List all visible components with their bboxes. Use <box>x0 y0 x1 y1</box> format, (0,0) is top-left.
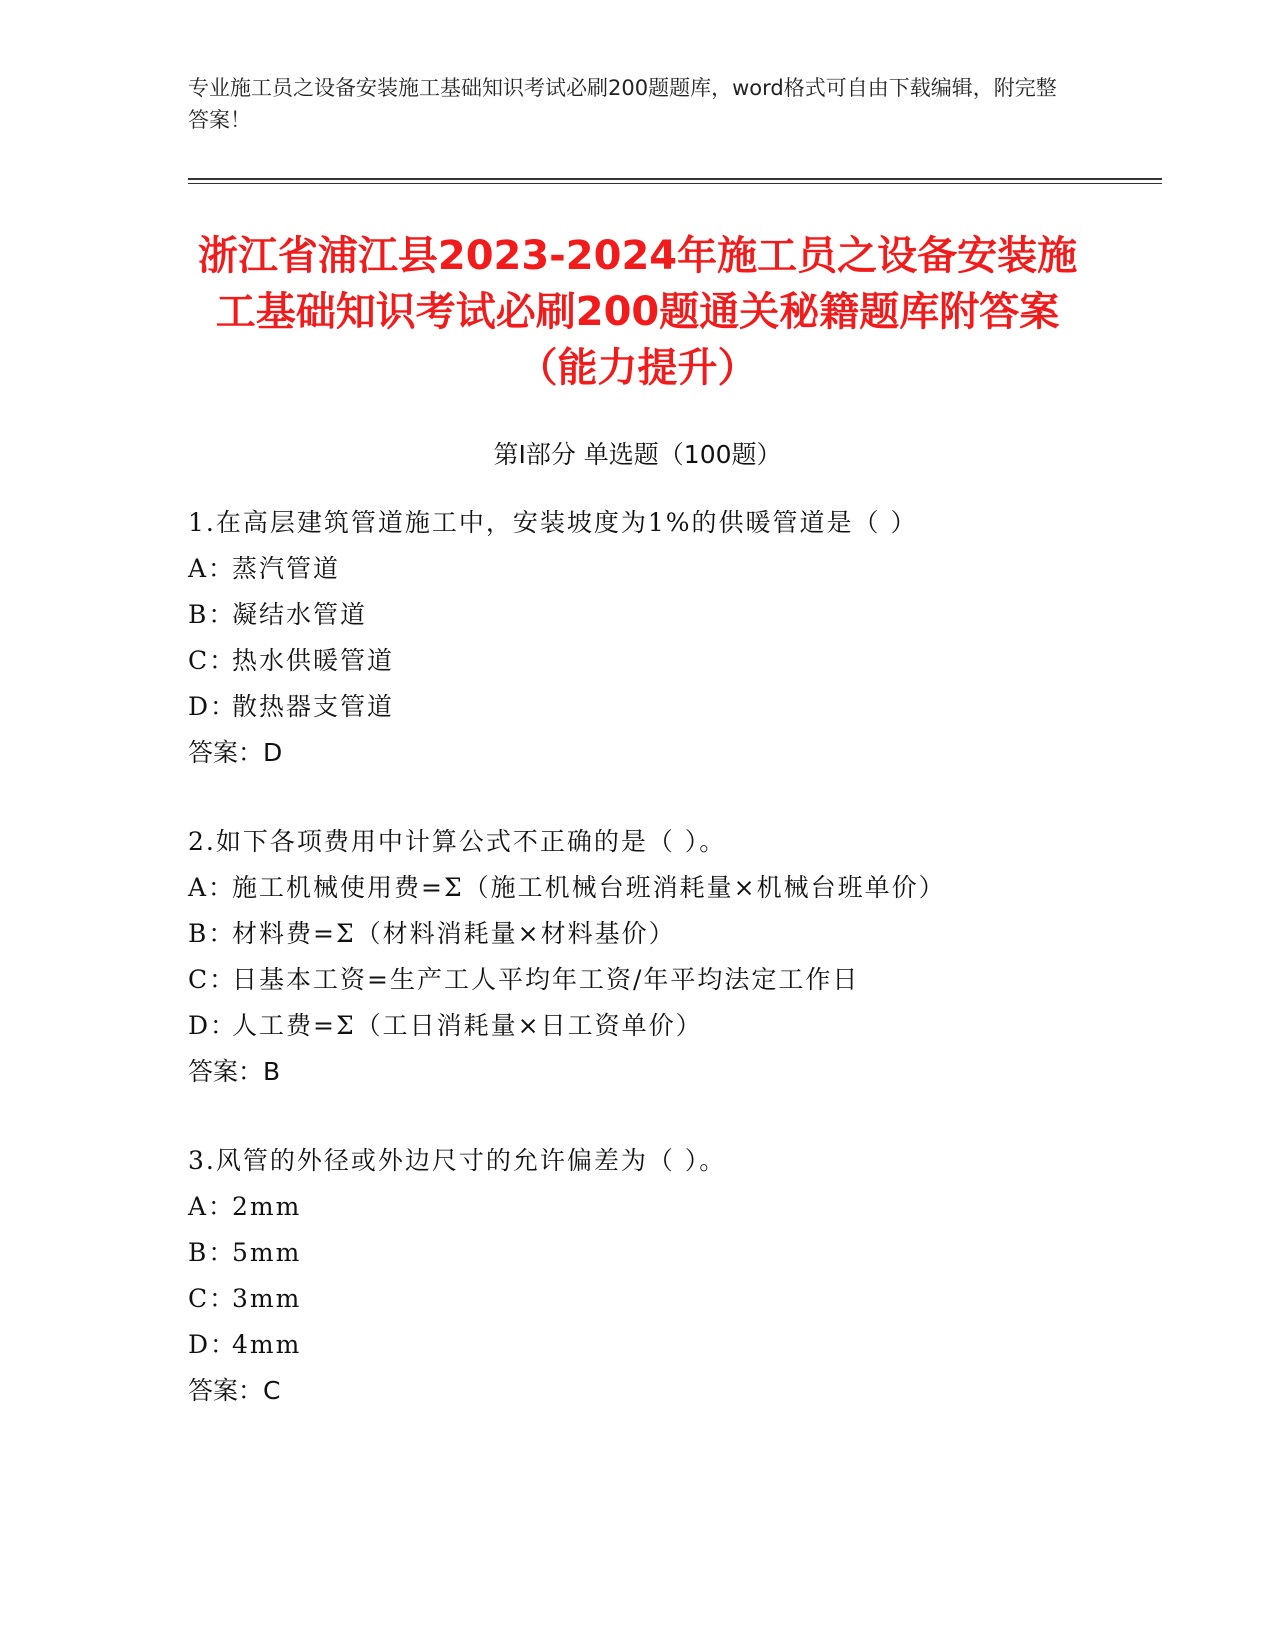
option-key: C： <box>188 1284 237 1313</box>
question-stem: 2.如下各项费用中计算公式不正确的是（ ）。 <box>188 827 727 856</box>
option-text: 凝结水管道 <box>232 600 368 629</box>
question-3 <box>188 1138 1188 1414</box>
answer: 答案：B <box>188 1057 281 1086</box>
option-key: D： <box>188 692 238 721</box>
option-key: D： <box>188 1330 238 1359</box>
option-text: 3mm <box>232 1284 302 1313</box>
option-b <box>188 911 1188 957</box>
option-text: 日基本工资=生产工人平均年工资/年平均法定工作日 <box>232 965 860 994</box>
option-a <box>188 546 1188 592</box>
header-divider-thick <box>188 178 1162 180</box>
option-key: C： <box>188 965 237 994</box>
option-text: 5mm <box>232 1238 302 1267</box>
answer: 答案：D <box>188 738 283 767</box>
question-2 <box>188 819 1188 1095</box>
section-heading: 第Ⅰ部分 单选题（100题） <box>493 440 782 469</box>
option-a <box>188 1184 1188 1230</box>
option-text: 2mm <box>232 1192 302 1221</box>
option-text: 材料费=Σ（材料消耗量×材料基价） <box>232 919 676 948</box>
option-d <box>188 1003 1188 1049</box>
option-text: 热水供暖管道 <box>232 646 395 675</box>
option-b <box>188 1230 1188 1276</box>
option-key: B： <box>188 919 236 948</box>
document-title: 浙江省浦江县2023-2024年施工员之设备安装施工基础知识考试必刷200题通关秘籍题库附答案（能力提升） <box>197 233 1078 391</box>
option-d <box>188 1322 1188 1368</box>
option-key: B： <box>188 1238 236 1267</box>
option-key: D： <box>188 1011 238 1040</box>
question-stem: 3.风管的外径或外边尺寸的允许偏差为（ ）。 <box>188 1146 727 1175</box>
option-c <box>188 638 1188 684</box>
option-key: B： <box>188 600 236 629</box>
option-key: A： <box>188 1192 236 1221</box>
option-c <box>188 957 1188 1003</box>
header-note: 专业施工员之设备安装施工基础知识考试必刷200题题库，word格式可自由下载编辑，附完整答案！ <box>188 76 1057 132</box>
option-key: C： <box>188 646 237 675</box>
option-b <box>188 592 1188 638</box>
header-divider-thin <box>188 183 1162 184</box>
option-d <box>188 684 1188 730</box>
option-c <box>188 1276 1188 1322</box>
question-stem: 1.在高层建筑管道施工中，安装坡度为1%的供暖管道是（ ） <box>188 508 918 537</box>
option-a <box>188 865 1188 911</box>
option-text: 散热器支管道 <box>232 692 395 721</box>
question-1 <box>188 500 1188 776</box>
option-key: A： <box>188 873 236 902</box>
option-text: 人工费=Σ（工日消耗量×日工资单价） <box>232 1011 703 1040</box>
option-text: 施工机械使用费=Σ（施工机械台班消耗量×机械台班单价） <box>232 873 946 902</box>
option-key: A： <box>188 554 236 583</box>
option-text: 蒸汽管道 <box>232 554 341 583</box>
option-text: 4mm <box>232 1330 302 1359</box>
answer: 答案：C <box>188 1376 281 1405</box>
